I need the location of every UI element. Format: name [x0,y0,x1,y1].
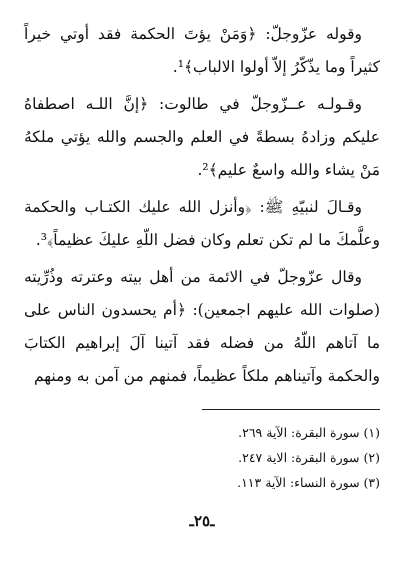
page-number: ـ٢٥ـ [189,512,215,530]
footnotes [24,420,380,495]
footnote-divider [202,409,380,410]
paragraph-text: وقال عزّوجلّ في الائمة من أهل بيته وعترته وذُرِّيته (صلوات الله عليهم اجمعين): ﴿أم يحسدون الناس على ما آتاهم اللّهُ من فضله فقد آتينا آلَ إبراهيم الكتابَ والحكمة وآتيناهم ملكاً عظيماً، فمنهم من آمن به ومنهم [24,268,380,385]
paragraph-text: وقوله عزّوجلّ: ﴿وَمَنْ يؤتَ الحكمة فقد أوتي خيراً كثيراً وما يذّكّرُ إلاّ أولوا الالباب﴾¹. [24,25,380,76]
paragraph [24,18,380,84]
body-text [24,18,380,393]
paragraph [24,261,380,393]
footnote: (١) سورة البقرة: الآية ٢٦٩. [238,425,380,440]
paragraph [24,191,380,257]
footnote: (٣) سورة النساء: الآية ١١٣. [237,475,380,490]
paragraph [24,88,380,187]
paragraph-text: وقـالَ لنبيّهِ ﷺ: ﴿وأنزل الله عليك الكتـاب والحكمة وعلَّمكَ ما لم تكن تعلم وكان فضل اللّهِ عليكَ عظيماً﴾³. [24,198,380,249]
paragraph-text: وقـولـه عــزّوجلّ في طالوت: ﴿إنَّ اللـه اصطفاهُ عليكم وزادهُ بسطةً في العلم والجسم والله يؤتي ملكهُ مَنْ يشاء والله واسعٌ عليم﴾². [24,95,380,179]
footnote: (٢) سورة البقرة: الاية ٢٤٧. [238,450,380,465]
